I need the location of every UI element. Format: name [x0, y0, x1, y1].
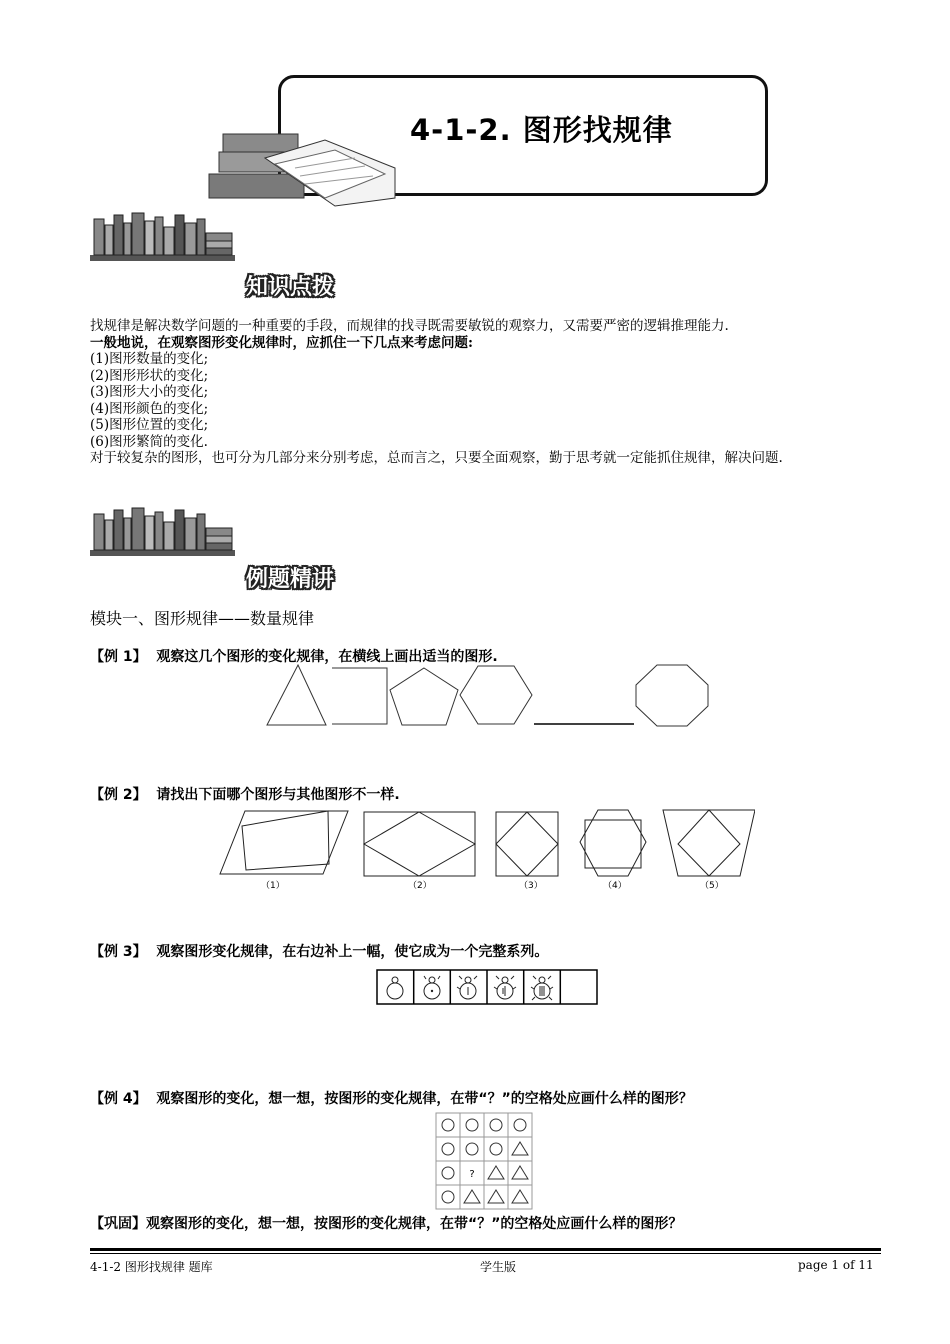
figure-label: （1） [261, 881, 285, 891]
bookshelf-banner-icon [90, 211, 235, 263]
grid-cell [436, 1113, 460, 1137]
grid-cell [484, 1161, 508, 1185]
grid-cell [508, 1185, 532, 1209]
circle-shape [490, 1143, 502, 1155]
grid-cell [436, 1185, 460, 1209]
circle-shape [442, 1143, 454, 1155]
figure-label: （5） [700, 881, 724, 891]
example-4-grid [435, 1112, 535, 1210]
intro-item: (1)图形数量的变化; [90, 351, 209, 367]
intro-item: (2)图形形状的变化; [90, 367, 209, 384]
example-3-figure [373, 967, 601, 1007]
grid-cell [484, 1137, 508, 1161]
triangle-shape [512, 1190, 528, 1203]
example-text: 观察图形的变化，想一想，按图形的变化规律，在带“？”的空格处应画什么样的图形？ [156, 1091, 693, 1107]
grid-cell [484, 1185, 508, 1209]
intro-summary: 对于较复杂的图形，也可分为几部分来分别考虑，总而言之，只要全面观察，勤于思考就一定能抓住规律，解决问题. [90, 450, 783, 466]
circle-shape [466, 1143, 478, 1155]
intro-key-point: 一般地说，在观察图形变化规律时，应抓住一下几点来考虑问题: [90, 334, 473, 351]
figure-label: （2） [408, 881, 432, 891]
triangle-shape [488, 1166, 504, 1179]
intro-text [90, 318, 890, 467]
circle-shape [490, 1119, 502, 1131]
triangle-shape [267, 665, 326, 725]
footer-rule-thin [90, 1253, 881, 1254]
footer-rule [90, 1248, 881, 1251]
grid-cell [508, 1161, 532, 1185]
consolidation-exercise [90, 1213, 682, 1233]
intro-item: (5)图形位置的变化; [90, 417, 209, 433]
consolidation-tag: 【巩固】 [90, 1216, 146, 1232]
module-heading: 模块一、图形规律——数量规律 [90, 609, 315, 628]
circle-shape [442, 1167, 454, 1179]
intro-paragraph: 找规律是解决数学问题的一种重要的手段，而规律的找寻既需要敏锐的观察力，又需要严密的逻辑推理能力. [90, 318, 729, 334]
hexagon-shape [460, 666, 532, 724]
example-tag: 【例 4】 [90, 1091, 147, 1107]
example-tag: 【例 2】 [90, 787, 147, 803]
example-text: 请找出下面哪个图形与其他图形不一样. [156, 787, 400, 803]
grid-cell [484, 1113, 508, 1137]
circle-shape [442, 1119, 454, 1131]
grid-cell [436, 1161, 460, 1185]
page-title: 4-1-2. 图形找规律 [410, 113, 673, 147]
grid-cell [460, 1137, 484, 1161]
circle-shape [466, 1119, 478, 1131]
intro-item: (4)图形颜色的变化; [90, 400, 209, 417]
triangle-shape [512, 1142, 528, 1155]
circle-shape [442, 1191, 454, 1203]
intro-item: (6)图形繁简的变化. [90, 433, 208, 450]
intro-item: (3)图形大小的变化; [90, 384, 209, 400]
bookshelf-banner-icon [90, 506, 235, 558]
square-shape [332, 668, 387, 724]
octagon-shape [636, 665, 708, 726]
example-3 [90, 941, 548, 961]
triangle-shape [464, 1190, 480, 1203]
section-title-examples: 例题精讲 [246, 567, 335, 592]
example-4 [90, 1088, 693, 1108]
grid-cell [436, 1137, 460, 1161]
books-illustration-icon [205, 128, 415, 210]
section-title-knowledge: 知识点拨 [246, 275, 335, 300]
example-text: 观察图形变化规律，在右边补上一幅，使它成为一个完整系列。 [156, 944, 549, 960]
pentagon-shape [390, 668, 458, 725]
question-mark: ? [469, 1169, 475, 1180]
grid-cell [460, 1185, 484, 1209]
grid-cell [460, 1113, 484, 1137]
footer-center: 学生版 [480, 1260, 517, 1274]
example-1-figure [262, 660, 712, 730]
footer-left: 4-1-2 图形找规律 题库 [90, 1260, 213, 1274]
figure-label: （3） [519, 881, 543, 891]
example-text: 观察这几个图形的变化规律，在横线上画出适当的图形. [156, 649, 498, 665]
figure-label: （4） [603, 881, 627, 891]
grid-cell [508, 1137, 532, 1161]
footer-page-number: page 1 of 11 [798, 1258, 874, 1272]
example-tag: 【例 1】 [90, 649, 147, 665]
consolidation-text: 观察图形的变化，想一想，按图形的变化规律，在带“？”的空格处应画什么样的图形？ [146, 1216, 683, 1232]
triangle-shape [488, 1190, 504, 1203]
triangle-shape [512, 1166, 528, 1179]
circle-shape [514, 1119, 526, 1131]
example-2-figure [215, 806, 755, 892]
grid-cell [508, 1113, 532, 1137]
example-2 [90, 784, 400, 804]
example-tag: 【例 3】 [90, 944, 147, 960]
